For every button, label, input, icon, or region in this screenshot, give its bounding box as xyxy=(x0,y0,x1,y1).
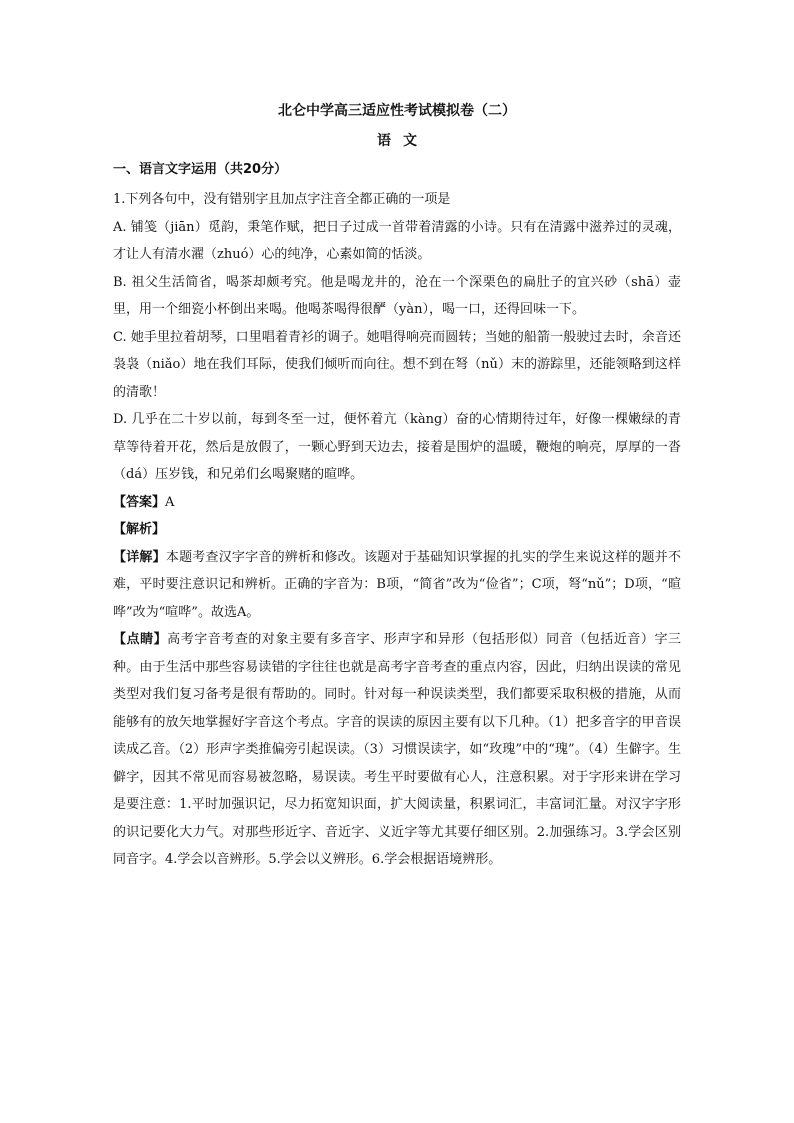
option-a: A. 铺笺（jiān）觅韵，秉笔作赋，把日子过成一首带着清露的小诗。只有在清露中滋养过的灵魂，才让人有清水濯（zhuó）心的纯净，心素如简的恬淡。 xyxy=(113,219,681,262)
detail-paragraph xyxy=(113,544,681,627)
analysis-line xyxy=(113,516,681,544)
analysis-label: 【解析】 xyxy=(113,522,166,537)
tip-paragraph xyxy=(113,626,681,874)
answer-value: A xyxy=(165,494,175,510)
option-c: C. 她手里拉着胡琴，口里唱着青衫的调子。她唱得响亮而圆转；当她的船箭一般驶过去时，余音还袅袅（niǎo）地在我们耳际，使我们倾听而向往。想不到在弩（nǔ）末的游踪里，还能领略到这样的清歌！ xyxy=(113,329,681,400)
document-title: 北仑中学高三适应性考试模拟卷（二） xyxy=(278,103,516,119)
tip-text: 高考字音考查的对象主要有多音字、形声字和异形（包括形似）同音（包括近音）字三种。由于生活中那些容易读错的字往往也就是高考字音考查的重点内容，因此，归纳出误读的常见类型对我们复习备考是很有帮助的。同时。针对每一种误读类型，我们都要采取积极的措施，从而能够有的放矢地掌握好字音这个考点。字音的误读的原因主要有以下几种。（1）把多音字的甲音误读成乙音。（2）形声字类推偏旁引起误读。（3）习惯误读字，如“玫瑰”中的“瑰”。（4）生僻字。生僻字，因其不常见而容易被忽略，易误读。考生平时要做有心人，注意积累。对于字形来讲在学习是要注意：1.平时加强识记，尽力拓宽知识面，扩大阅读量，积累词汇，丰富词汇量。对汉字字形的识记要化大力气。对那些形近字、音近字、义近字等尤其要仔细区别。2.加强练习。3.学会区别同音字。4.学会以音辨形。5.学会以义辨形。6.学会根据语境辨形。 xyxy=(113,632,681,867)
subject-title: 语文 xyxy=(377,133,429,149)
answer-label: 【答案】 xyxy=(113,494,166,510)
option-b: B. 祖父生活简省，喝茶却颇考究。他是喝龙井的，沧在一个深栗色的扁肚子的宜兴砂（shā）壶里，用一个细瓷小杯倒出来喝。他喝茶喝得很酽（yàn），喝一口，还得回味一下。 xyxy=(113,274,681,317)
detail-text: 本题考查汉字字音的辨析和修改。该题对于基础知识掌握的扎实的学生来说这样的题并不难，平时要注意识记和辨析。正确的字音为：B项，“简省”改为“俭省”；C项，弩“nǔ”；D项，“暄哗”改为“喧哗”。故选A。 xyxy=(113,549,681,620)
document-page xyxy=(113,100,681,874)
question-stem: 1.下列各句中，没有错别字且加点字注音全都正确的一项是 xyxy=(113,192,451,207)
option-d: D. 几乎在二十岁以前，每到冬至一过，便怀着亢（kàng）奋的心情期待过年，好像一棵嫩绿的青草等待着开花，然后是放假了，一颗心野到天边去，接着是围炉的温暖，鞭炮的响亮，厚厚的一沓（dá）压岁钱，和兄弟们幺喝聚赌的暄哗。 xyxy=(113,412,681,482)
detail-label: 【详解】 xyxy=(113,549,166,565)
section-heading: 一、语言文字运用（共20分） xyxy=(113,162,288,177)
tip-label: 【点睛】 xyxy=(113,632,168,647)
answer-line xyxy=(113,489,681,517)
